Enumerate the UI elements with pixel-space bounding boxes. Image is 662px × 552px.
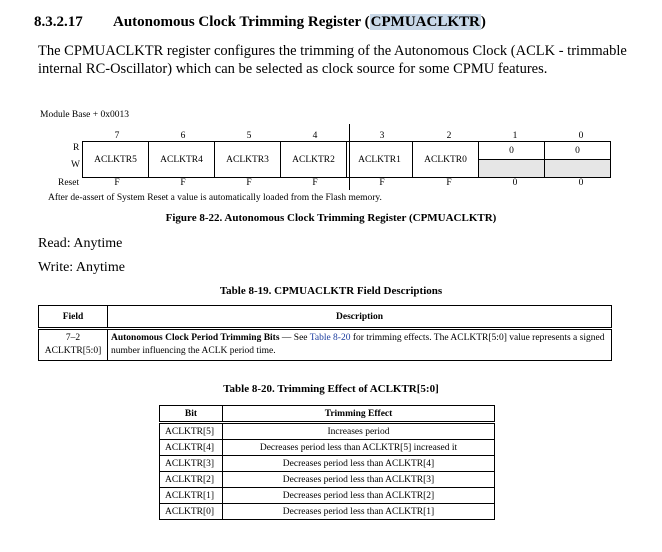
module-base: Module Base + 0x0013 [40, 110, 130, 120]
bit-cell: ACLKTR[4] [160, 440, 223, 456]
title-highlight[interactable]: CPMUACLKTR [370, 14, 480, 30]
table-row [160, 472, 495, 488]
figure-caption: Figure 8-22. Autonomous Clock Trimming Register (CPMUACLKTR) [165, 212, 497, 224]
bit-cell: ACLKTR[2] [160, 472, 223, 488]
field-header: Field [39, 306, 108, 329]
read-access: Read: Anytime [38, 236, 123, 251]
bit-number: 4 [312, 131, 318, 141]
field-description-table [38, 305, 612, 361]
table-8-20-link[interactable]: Table 8-20 [309, 333, 351, 343]
description-cell [108, 329, 612, 361]
reset-value: F [379, 178, 385, 188]
table-row [160, 456, 495, 472]
section-number: 8.3.2.17 [34, 14, 83, 30]
bit-cell: ACLKTR[5] [160, 423, 223, 440]
field-cell [39, 329, 108, 361]
field-table-caption: Table 8-19. CPMUACLKTR Field Descriptions [219, 285, 443, 297]
desc-post: for trimming effects. The ACLKTR[5:0] value represents a signed number influencing the ACLK period time. [111, 333, 605, 356]
section-title [113, 14, 486, 31]
field-aclktr4: ACLKTR4 [149, 142, 215, 178]
field-aclktr1: ACLKTR1 [347, 142, 413, 178]
field-name: ACLKTR[5:0] [44, 346, 102, 356]
effect-cell: Decreases period less than ACLKTR[1] [223, 504, 495, 520]
effect-header: Trimming Effect [223, 406, 495, 423]
field-aclktr0: ACLKTR0 [413, 142, 479, 178]
reset-value: F [180, 178, 186, 188]
bit-number: 3 [379, 131, 385, 141]
title-suffix: ) [480, 14, 486, 30]
bit1-read-value: 0 [479, 142, 545, 160]
field-bits: 7–2 [65, 333, 81, 343]
bit-header: Bit [160, 406, 223, 423]
bit-number: 6 [180, 131, 186, 141]
desc-bold: Autonomous Clock Period Trimming Bits [111, 333, 280, 343]
reset-label: Reset [58, 178, 80, 188]
field-aclktr2: ACLKTR2 [281, 142, 347, 178]
effect-cell: Increases period [223, 423, 495, 440]
effect-cell: Decreases period less than ACLKTR[5] increased it [223, 440, 495, 456]
bit0-write-unused [545, 160, 611, 178]
trimming-effect-table [159, 405, 495, 520]
write-row-label: W [71, 160, 80, 170]
title-prefix: Autonomous Clock Trimming Register ( [113, 14, 370, 30]
register-divider [349, 124, 350, 190]
reset-value: F [246, 178, 252, 188]
trim-table-caption: Table 8-20. Trimming Effect of ACLKTR[5:0] [223, 383, 439, 395]
reset-value: F [312, 178, 318, 188]
effect-cell: Decreases period less than ACLKTR[2] [223, 488, 495, 504]
reset-note: After de-assert of System Reset a value is automatically loaded from the Flash memory. [48, 193, 382, 203]
bit-cell: ACLKTR[0] [160, 504, 223, 520]
table-row [160, 504, 495, 520]
field-aclktr5: ACLKTR5 [83, 142, 149, 178]
table-row [160, 440, 495, 456]
effect-cell: Decreases period less than ACLKTR[3] [223, 472, 495, 488]
intro-paragraph: The CPMUACLKTR register configures the trimming of the Autonomous Clock (ACLK - trimmable internal RC-Oscillator) which can be selected as clock source for some CPMU features. [38, 43, 627, 77]
bit0-read-value: 0 [545, 142, 611, 160]
reset-value: 0 [512, 178, 518, 188]
bit-number: 7 [114, 131, 120, 141]
effect-cell: Decreases period less than ACLKTR[4] [223, 456, 495, 472]
bit-number: 5 [246, 131, 252, 141]
bit1-write-unused [479, 160, 545, 178]
bit-number: 0 [578, 131, 584, 141]
bit-number: 2 [446, 131, 452, 141]
table-row [160, 488, 495, 504]
register-diagram [82, 141, 611, 178]
desc-pre: — See [279, 333, 310, 343]
description-header: Description [108, 306, 612, 329]
read-row-label: R [73, 143, 80, 153]
reset-value: F [446, 178, 452, 188]
table-row [160, 423, 495, 440]
write-access: Write: Anytime [38, 260, 125, 275]
reset-value: F [114, 178, 120, 188]
bit-cell: ACLKTR[3] [160, 456, 223, 472]
reset-value: 0 [578, 178, 584, 188]
bit-cell: ACLKTR[1] [160, 488, 223, 504]
table-row [39, 329, 612, 361]
field-aclktr3: ACLKTR3 [215, 142, 281, 178]
bit-number: 1 [512, 131, 518, 141]
